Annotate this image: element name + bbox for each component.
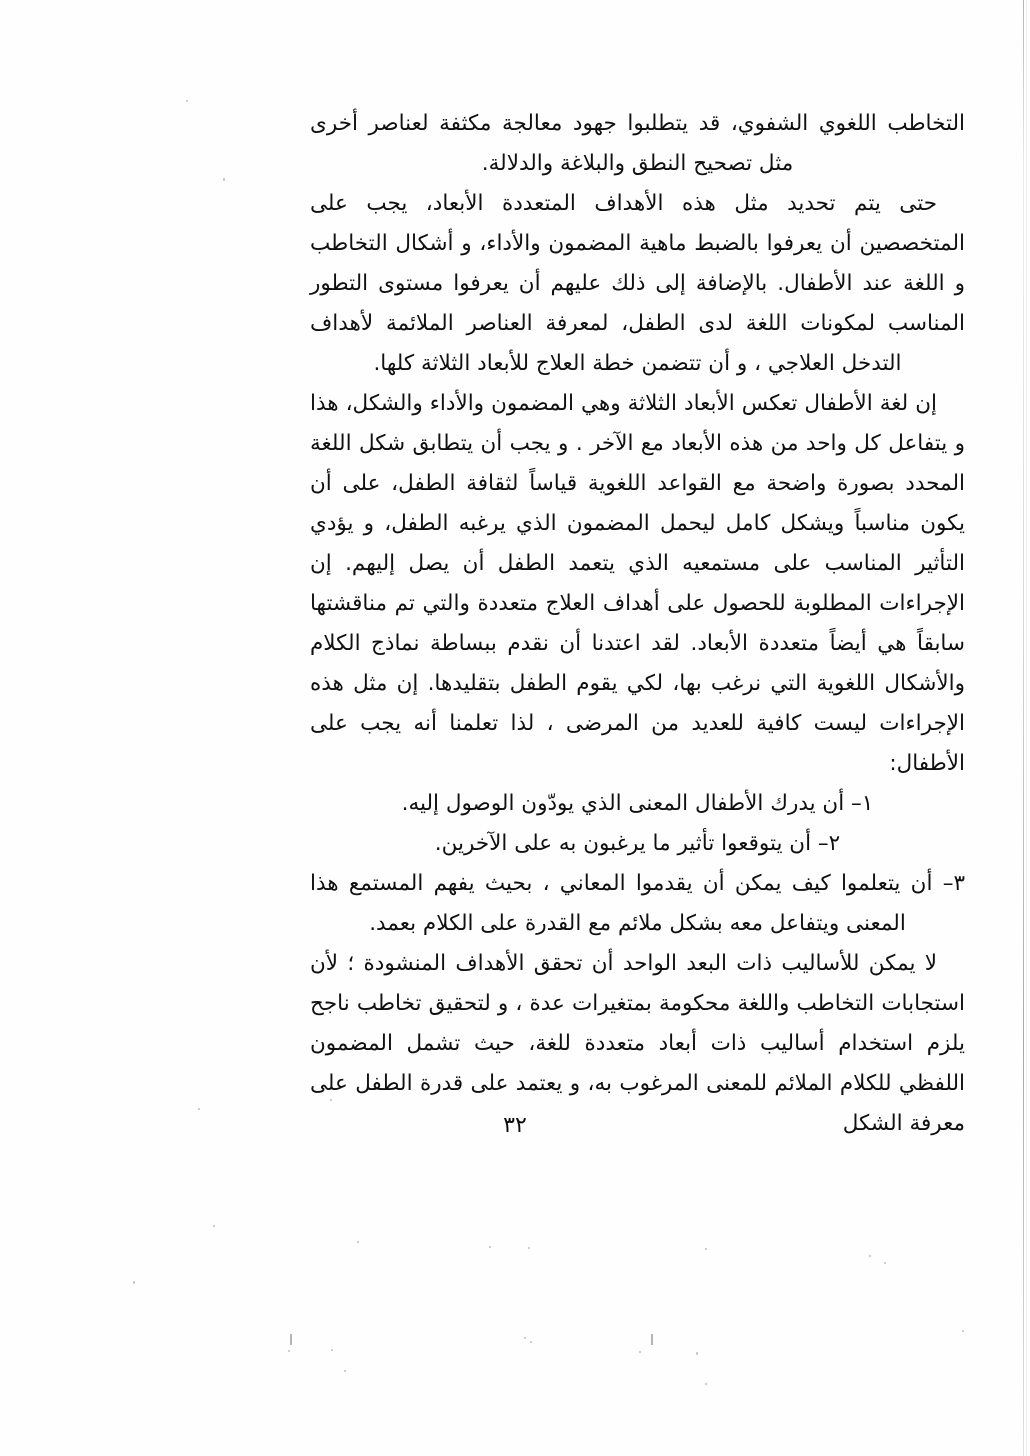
scan-speck — [186, 100, 188, 102]
scan-speck — [639, 1351, 641, 1353]
scan-speck — [288, 1350, 290, 1352]
scan-speck — [705, 1383, 707, 1385]
page-text-block — [310, 104, 965, 1144]
scan-speck — [651, 1334, 653, 1345]
page-number: ٣٢ — [503, 1113, 527, 1138]
scan-speck — [489, 1246, 491, 1248]
scan-speck — [223, 178, 225, 181]
list-marker-3: ٣– — [942, 871, 965, 896]
scan-speck — [344, 1370, 346, 1372]
scan-speck — [357, 1241, 359, 1243]
list-item — [310, 864, 965, 944]
scan-speck — [198, 1108, 200, 1110]
scan-speck — [330, 1099, 332, 1101]
scan-speck — [213, 1225, 215, 1227]
scan-speck — [133, 1281, 135, 1284]
list-marker-1: ١– — [851, 791, 874, 816]
paragraph-2: حتى يتم تحديد مثل هذه الأهداف المتعددة الأبعاد، يجب على المتخصصين أن يعرفوا بالضبط ماهية المضمون والأداء، و أشكال التخاطب و اللغة عند الأطفال. بالإضافة إلى ذلك عليهم أن يعرفوا مستوى التطور المناسب لمكونات اللغة لدى الطفل، لمعرفة العناصر الملائمة لأهداف التدخل العلاجي ، و أن تتضمن خطة العلاج للأبعاد الثلاثة كلها. — [310, 191, 965, 376]
scan-speck — [524, 1337, 526, 1339]
scan-speck — [528, 1247, 530, 1249]
paragraph-3: إن لغة الأطفال تعكس الأبعاد الثلاثة وهي المضمون والأداء والشكل، هذا و يتفاعل كل واحد من هذه الأبعاد مع الآخر . و يجب أن يتطابق شكل اللغة المحدد بصورة واضحة مع القواعد اللغوية قياساً لثقافة الطفل، على أن يكون مناسباً ويشكل كامل ليحمل المضمون الذي يرغبه الطفل، و يؤدي التأثير المناسب على مستمعيه الذي يتعمد الطفل أن يصل إليهم. إن الإجراءات المطلوبة للحصول على أهداف العلاج متعددة والتي تم مناقشتها سابقاً هي أيضاً متعددة الأبعاد. لقد اعتدنا أن نقدم ببساطة نماذج الكلام والأشكال اللغوية التي نرغب بها، لكي يقوم الطفل بتقليدها. إن مثل هذه الإجراءات ليست كافية للعديد من المرضى ، لذا تعلمنا أنه يجب على الأطفال: — [310, 391, 965, 776]
list-item-text-2: أن يتوقعوا تأثير ما يرغبون به على الآخرين. — [434, 831, 812, 856]
list-marker-2: ٢– — [817, 831, 841, 856]
scan-edge-line — [1023, 0, 1024, 1456]
scan-speck — [869, 1255, 871, 1257]
scan-speck — [530, 1341, 532, 1343]
numbered-list — [310, 784, 965, 944]
scan-edge-line-secondary — [1026, 0, 1027, 1456]
scan-speck — [884, 1262, 886, 1264]
list-item — [310, 824, 965, 864]
scan-speck — [962, 1330, 964, 1332]
paragraph-4: لا يمكن للأساليب ذات البعد الواحد أن تحقق الأهداف المنشودة ؛ لأن استجابات التخاطب واللغة محكومة بمتغيرات عدة ، و لتحقيق تخاطب ناجح يلزم استخدام أساليب ذات أبعاد متعددة للغة، حيث تشمل المضمون اللفظي للكلام الملائم للمعنى المرغوب به، و يعتمد على قدرة الطفل على معرفة الشكل — [310, 951, 965, 1136]
scan-speck — [696, 1352, 698, 1355]
scan-speck — [705, 1248, 707, 1250]
list-item-text-3: أن يتعلموا كيف يمكن أن يقدموا المعاني ، بحيث يفهم المستمع هذا المعنى ويتفاعل معه بشكل ملائم مع القدرة على الكلام بعمد. — [310, 871, 933, 936]
paragraph-1: التخاطب اللغوي الشفوي، قد يتطلبوا جهود معالجة مكثفة لعناصر أخرى مثل تصحيح النطق والبلاغة والدلالة. — [310, 111, 965, 176]
scan-speck — [290, 1334, 292, 1345]
scan-speck — [331, 1349, 333, 1351]
list-item — [310, 784, 965, 824]
list-item-text-1: أن يدرك الأطفال المعنى الذي يودّون الوصول إليه. — [401, 791, 845, 816]
